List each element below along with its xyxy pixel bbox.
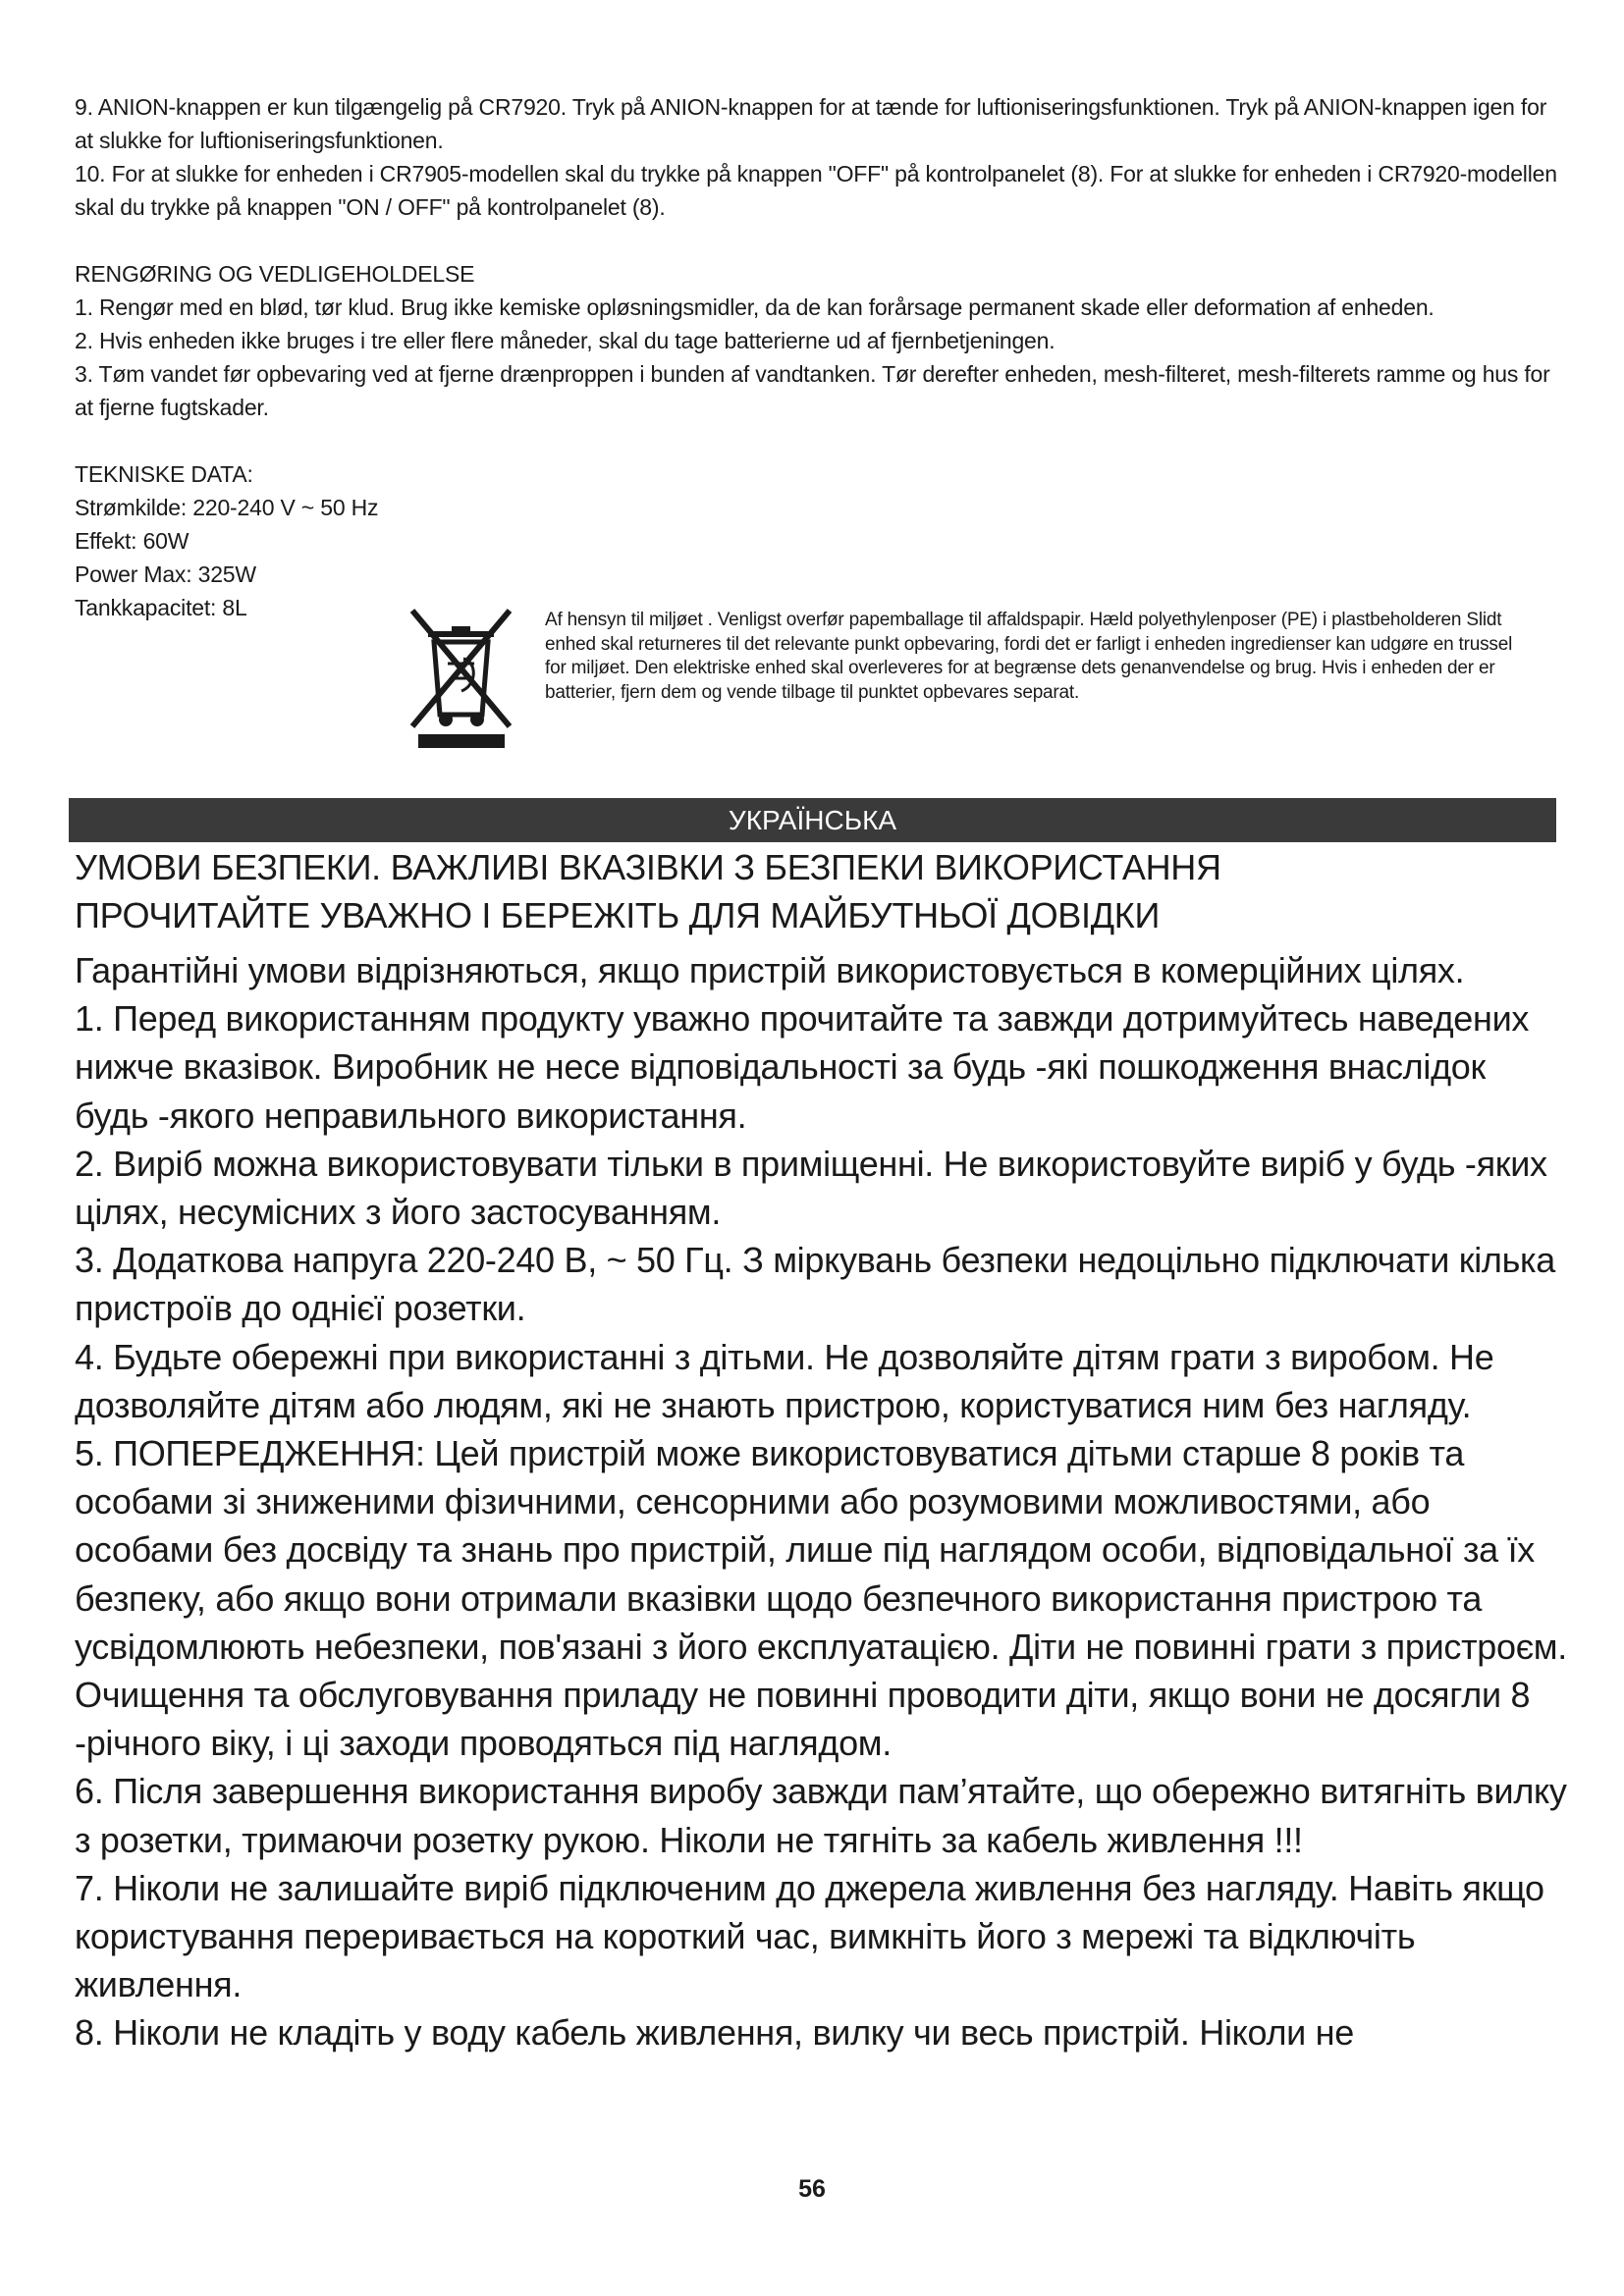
- cleaning-item-3: 3. Tøm vandet før opbevaring ved at fjerne drænproppen i bunden af vandtanken. Tør derefter enheden, mesh-filteret, mesh-filterets ramme og hus for at fjerne fugtskader.: [75, 361, 1550, 420]
- instruction-item-10: 10. For at slukke for enheden i CR7905-modellen skal du trykke på knappen "OFF" på kontrolpanelet (8). For at slukke for enheden i CR7920-modellen skal du trykke på knappen "ON / OFF" på kontrolpanelet (8).: [75, 161, 1557, 220]
- tech-heading: TEKNISKE DATA:: [75, 461, 253, 487]
- safety-heading-line-2: ПРОЧИТАЙТЕ УВАЖНО І БЕРЕЖІТЬ ДЛЯ МАЙБУТНЬОЇ ДОВІДКИ: [75, 894, 1161, 935]
- cleaning-heading: RENGØRING OG VEDLIGEHOLDELSE: [75, 261, 475, 287]
- tech-power-source: Strømkilde: 220-240 V ~ 50 Hz: [75, 495, 379, 520]
- safety-item-1: 1. Перед використанням продукту уважно прочитайте та завжди дотримуйтесь наведених нижче вказівок. Виробник не несе відповідальності за будь -які пошкодження внаслідок будь -якого неправильного використання.: [75, 998, 1530, 1136]
- safety-item-8: 8. Ніколи не кладіть у воду кабель живлення, вилку чи весь пристрій. Ніколи не: [75, 2012, 1354, 2054]
- cleaning-item-1: 1. Rengør med en blød, tør klud. Brug ikke kemiske opløsningsmidler, da de kan forårsage permanent skade eller deformation af enheden.: [75, 294, 1435, 320]
- recycling-notice: [545, 609, 1527, 705]
- warranty-note: Гарантійні умови відрізняються, якщо пристрій використовується в комерційних цілях.: [75, 950, 1465, 990]
- safety-heading-line-1: УМОВИ БЕЗПЕКИ. ВАЖЛИВІ ВКАЗІВКИ З БЕЗПЕКИ ВИКОРИСТАННЯ: [75, 847, 1221, 887]
- cleaning-item-2: 2. Hvis enheden ikke bruges i tre eller flere måneder, skal du tage batterierne ud af fjernbetjeningen.: [75, 328, 1056, 353]
- safety-item-7: 7. Ніколи не залишайте виріб підключеним до джерела живлення без нагляду. Навіть якщо користування переривається на короткий час, вимкніть його з мережі та відключіть живлення.: [75, 1867, 1544, 2005]
- technical-data-section: [75, 457, 1557, 624]
- tech-power-max: Power Max: 325W: [75, 561, 256, 587]
- instruction-item-9: 9. ANION-knappen er kun tilgængelig på CR7920. Tryk på ANION-knappen for at tænde for luftioniseringsfunktionen. Tryk på ANION-knappen igen for at slukke for luftioniseringsfunktionen.: [75, 94, 1547, 153]
- safety-item-3: 3. Додаткова напруга 220-240 В, ~ 50 Гц. З міркувань безпеки недоцільно підключати кілька пристроїв до однієї розетки.: [75, 1240, 1556, 1329]
- tech-tank-capacity: Tankkapacitet: 8L: [75, 595, 247, 620]
- ukrainian-safety-heading: [75, 844, 1567, 939]
- page-number: 56: [798, 2175, 826, 2203]
- cleaning-section: [75, 257, 1557, 424]
- safety-item-5: 5. ПОПЕРЕДЖЕННЯ: Цей пристрій може використовуватися дітьми старше 8 років та особами зі зниженими фізичними, сенсорними або розумовими можливостями, або особами без досвіду та знань про пристрій, лише під наглядом особи, відповідальної за їх безпеку, або якщо вони отримали вказівки щодо безпечного використання пристрою та усвідомлюють небезпеки, пов'язані з його експлуатацією. Діти не повинні грати з пристроєм. Очищення та обслуговування приладу не повинні проводити діти, якщо вони не досягли 8 -річного віку, і ці заходи проводяться під наглядом.: [75, 1433, 1567, 1764]
- danish-instructions-continued: [75, 90, 1557, 224]
- crossed-out-wheelie-bin-icon: [405, 605, 517, 750]
- safety-item-4: 4. Будьте обережні при використанні з дітьми. Не дозволяйте дітям грати з виробом. Не дозволяйте дітям або людям, які не знають пристрою, користуватися ним без нагляду.: [75, 1336, 1494, 1425]
- recycling-text: Af hensyn til miljøet . Venligst overfør papemballage til affaldspapir. Hæld polyethylenposer (PE) i plastbeholderen Slidt enhed skal returneres til det relevante punkt opbevaring, fordi det er farligt i enheden ingredienser kan udgøre en trussel for miljøet. Den elektriske enhed skal overleveres for at begrænse dets genanvendelse og brug. Hvis i enheden der er batterier, fjern dem og vende tilbage til punktet opbevares separat.: [545, 610, 1513, 703]
- tech-power: Effekt: 60W: [75, 528, 189, 554]
- ukrainian-safety-instructions: [75, 946, 1567, 2057]
- language-section-bar: УКРАЇНСЬКА: [69, 798, 1556, 842]
- safety-item-2: 2. Виріб можна використовувати тільки в приміщенні. Не використовуйте виріб у будь -яких цілях, несумісних з його застосуванням.: [75, 1143, 1547, 1233]
- safety-item-6: 6. Після завершення використання виробу завжди пам’ятайте, що обережно витягніть вилку з розетки, тримаючи розетку рукою. Ніколи не тягніть за кабель живлення !!!: [75, 1771, 1567, 1860]
